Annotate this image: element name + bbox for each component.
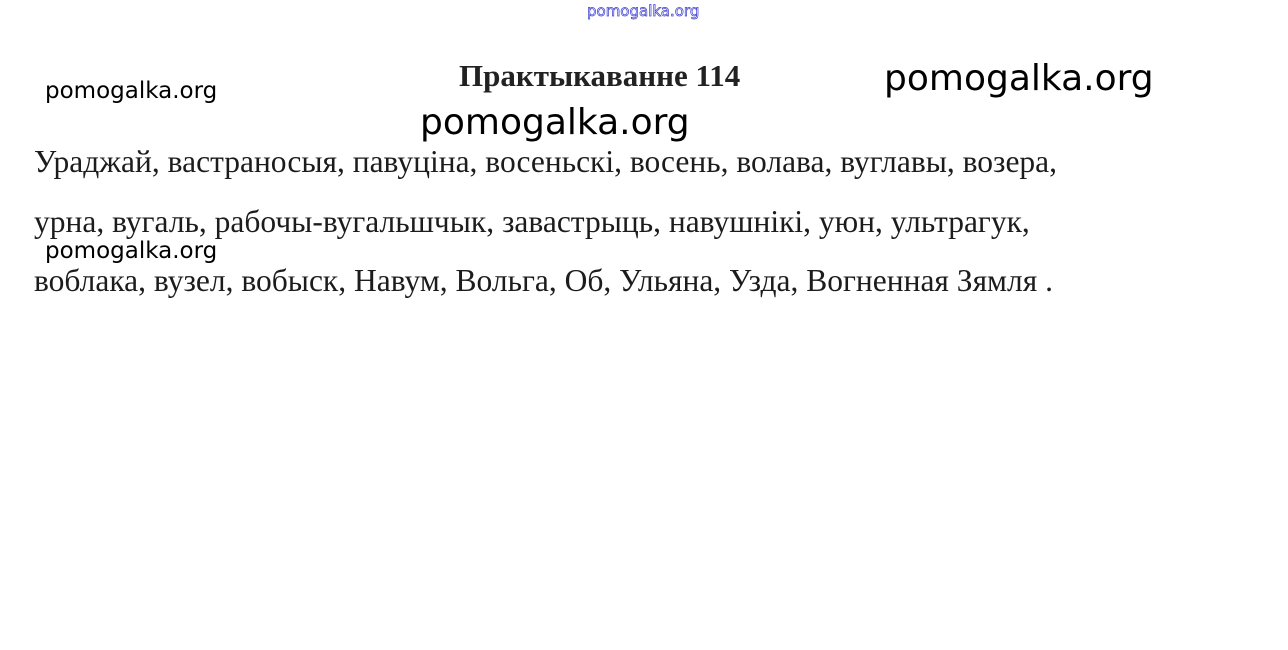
text-line-3: воблака, вузел, вобыск, Навум, Вольга, Об, Ульяна, Узда, Вогненная Зямля . — [34, 263, 1053, 298]
watermark-top: pomogalka.org — [587, 2, 700, 20]
watermark-left-lower: pomogalka.org — [45, 238, 218, 264]
watermark-right: pomogalka.org — [884, 58, 1154, 99]
text-line-2: урна, вугаль, рабочы-вугальшчык, завастрыць, навушнікі, уюн, ультрагук, — [34, 204, 1030, 239]
text-line-1: Ураджай, вастраносыя, павуціна, восеньскі, восень, волава, вуглавы, возера, — [34, 144, 1058, 179]
exercise-heading: Практыкаванне 114 — [459, 58, 741, 93]
watermark-center: pomogalka.org — [420, 102, 690, 143]
watermark-left-upper: pomogalka.org — [45, 78, 218, 104]
